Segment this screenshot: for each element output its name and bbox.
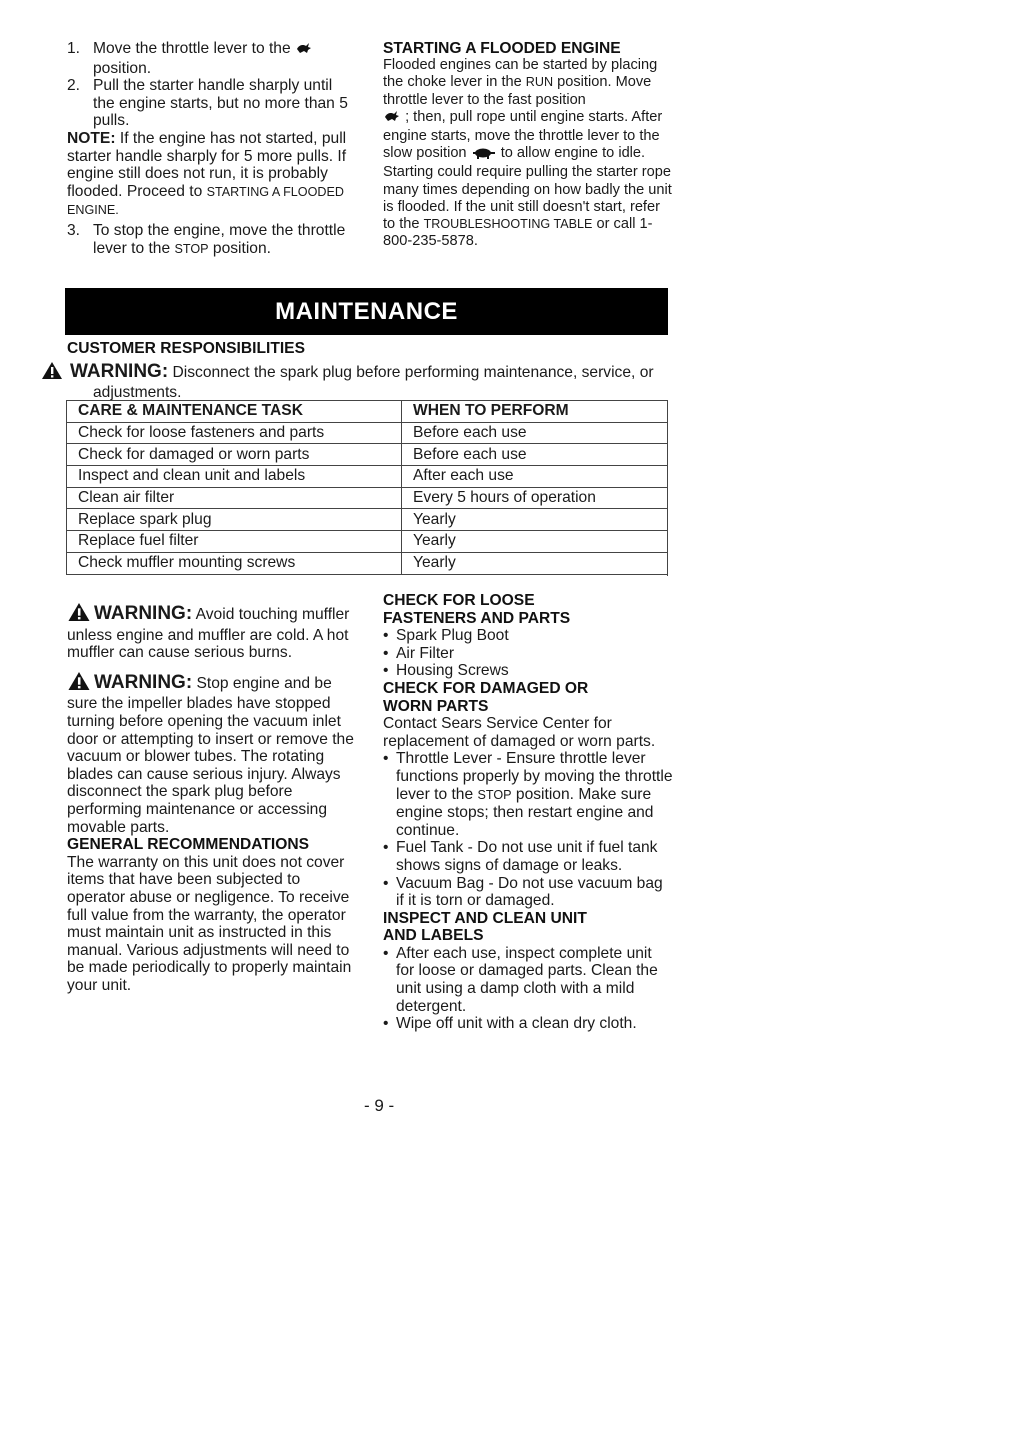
warning-triangle-icon	[67, 671, 91, 696]
list-item: • Housing Screws	[383, 662, 673, 680]
customer-responsibilities	[67, 340, 667, 402]
fast-rabbit-icon	[295, 41, 313, 60]
starting-steps-list	[67, 40, 357, 130]
section-heading: STARTING A FLOODED ENGINE	[383, 40, 621, 57]
step-number: 2.	[67, 77, 81, 95]
warning-triangle-icon	[67, 602, 91, 627]
note-paragraph: NOTE: If the engine has not started, pull starter handle sharply for 5 more pulls. If engine still does not run, it is probably flooded. Proceed to STARTING A FLOODED ENGINE.	[67, 129, 347, 218]
flooded-paragraph-2: Starting could require pulling the starter rope many times depending on how badly the unit is flooded. If the unit still doesn't start, refer to the TROUBLESHOOTING TABLE or call 1-800-235-5878.	[383, 164, 672, 250]
list-item: • Air Filter	[383, 645, 673, 663]
list-item: • Vacuum Bag - Do not use vacuum bag if it is torn or damaged.	[383, 875, 673, 910]
column-header-when: WHEN TO PERFORM	[402, 401, 669, 423]
section-heading: CUSTOMER RESPONSIBILITIES	[67, 340, 305, 357]
fast-rabbit-icon	[383, 109, 401, 128]
top-right-column	[383, 40, 673, 250]
top-left-column	[67, 40, 357, 258]
impeller-warning: WARNING: Stop engine and be sure the impeller blades have stopped turning before opening the vacuum inlet door or attempting to insert or remove the vacuum or blower tubes. The rotating blades can cause serious injury. Always disconnect the spark plug before performing maintenance or accessing movable parts.	[67, 671, 354, 836]
list-item: • Spark Plug Boot	[383, 627, 673, 645]
table-row: Replace spark plug Yearly	[67, 509, 669, 531]
customer-warning: WARNING: Disconnect the spark plug before performing maintenance, service, or adjustments.	[67, 361, 667, 402]
section-heading: INSPECT AND CLEAN UNIT AND LABELS	[383, 909, 587, 945]
muffler-warning: WARNING: Avoid touching muffler unless engine and muffler are cold. A hot muffler can cause serious burns.	[67, 603, 350, 662]
section-heading: GENERAL RECOMMENDATIONS	[67, 836, 309, 854]
table-row: Check for damaged or worn parts Before each use	[67, 444, 669, 466]
column-header-task: CARE & MAINTENANCE TASK	[67, 401, 402, 423]
step-3: 3. To stop the engine, move the throttle lever to the STOP position.	[67, 221, 346, 257]
bottom-left-column	[67, 602, 357, 994]
list-item: • Throttle Lever - Ensure throttle lever functions properly by moving the throttle lever to the STOP position. Make sure engine stops; then restart engine and continue.	[383, 750, 673, 839]
stop-step-list	[67, 222, 357, 258]
warning-word: WARNING:	[70, 360, 169, 382]
damaged-parts-list	[383, 750, 673, 909]
flooded-paragraph-1: Flooded engines can be started by placing the choke lever in the RUN position. Move throttle lever to the fast position ; then, pull rope until engine starts. After engine starts, move the throttle lever to the slow position to allow engine to idle.	[383, 57, 673, 164]
section-heading: CHECK FOR LOOSE FASTENERS AND PARTS	[383, 592, 571, 627]
step-2: 2. Pull the starter handle sharply until the engine starts, but no more than 5 pulls.	[67, 77, 348, 130]
general-recommendations-text: The warranty on this unit does not cover items that have been subjected to operator abuse or negligence. To receive full value from the warranty, the operator must maintain unit as instructed in this manual. Various adjustments will need to be made periodically to properly maintain your unit.	[67, 853, 352, 994]
table-row: Check for loose fasteners and parts Before each use	[67, 422, 669, 444]
table-header-row	[67, 401, 669, 423]
slow-turtle-icon	[471, 147, 497, 164]
warning-word: WARNING:	[94, 671, 193, 693]
list-item: • Wipe off unit with a clean dry cloth.	[383, 1015, 673, 1033]
page-number: - 9 -	[364, 1096, 395, 1115]
maintenance-table	[66, 400, 668, 575]
note-ref: STARTING A FLOODED ENGINE.	[67, 184, 344, 218]
table-right-border	[667, 400, 668, 576]
loose-parts-list	[383, 627, 673, 680]
section-heading: CHECK FOR DAMAGED OR WORN PARTS	[383, 679, 589, 715]
table-row: Replace fuel filter Yearly	[67, 531, 669, 553]
table-row: Inspect and clean unit and labels After each use	[67, 466, 669, 488]
inspect-list	[383, 945, 673, 1033]
maintenance-banner: MAINTENANCE	[65, 288, 668, 335]
table-row: Clean air filter Every 5 hours of operation	[67, 487, 669, 509]
step-number: 1.	[67, 40, 81, 57]
note-label: NOTE:	[67, 129, 116, 147]
list-item: • After each use, inspect complete unit for loose or damaged parts. Clean the unit using a damp cloth with a mild detergent.	[383, 945, 673, 1015]
list-item: • Fuel Tank - Do not use unit if fuel tank shows signs of damage or leaks.	[383, 839, 673, 874]
bottom-right-column	[383, 592, 673, 1033]
step-1: 1. Move the throttle lever to the position.	[67, 40, 357, 77]
step-number: 3.	[67, 221, 81, 239]
damaged-intro: Contact Sears Service Center for replacement of damaged or worn parts.	[383, 715, 656, 750]
warning-word: WARNING:	[94, 603, 193, 624]
table-row: Check muffler mounting screws Yearly	[67, 552, 669, 574]
